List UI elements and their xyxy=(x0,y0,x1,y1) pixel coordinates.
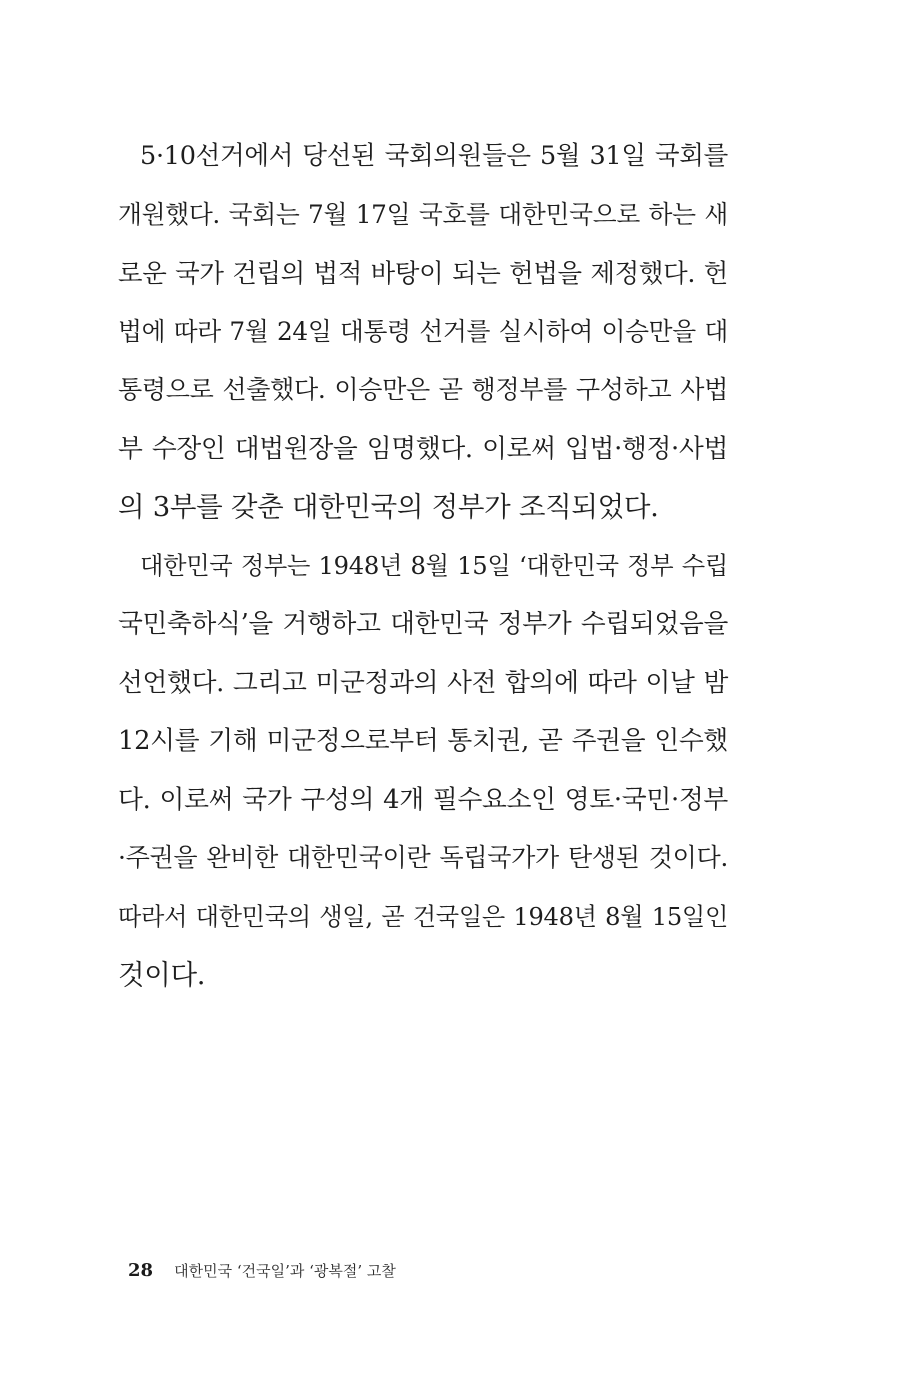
text-line: 대한민국 정부는 1948년 8월 15일 ‘대한민국 정부 수립 xyxy=(140,551,728,580)
text-line: 통령으로 선출했다. 이승만은 곧 행정부를 구성하고 사법 xyxy=(118,375,728,404)
text-line: 선언했다. 그리고 미군정과의 사전 합의에 따라 이날 밤 xyxy=(118,667,728,698)
text-line: 것이다. xyxy=(118,959,206,991)
paragraph-1 xyxy=(118,127,728,537)
text-line: 법에 따라 7월 24일 대통령 선거를 실시하여 이승만을 대 xyxy=(118,316,728,346)
text-line: ·주권을 완비한 대한민국이란 독립국가가 탄생된 것이다. xyxy=(118,843,728,872)
text-line: 국민축하식’을 거행하고 대한민국 정부가 수립되었음을 xyxy=(118,609,728,639)
body-text xyxy=(118,127,728,1005)
running-title: 대한민국 ‘건국일’과 ‘광복절’ 고찰 xyxy=(174,1262,396,1280)
page-footer xyxy=(128,1256,396,1286)
text-line: 다. 이로써 국가 구성의 4개 필수요소인 영토·국민·정부 xyxy=(118,784,728,815)
paragraph-2 xyxy=(118,537,728,1005)
text-line: 의 3부를 갖춘 대한민국의 정부가 조직되었다. xyxy=(118,491,659,523)
page-number: 28 xyxy=(128,1260,154,1281)
text-line: 부 수장인 대법원장을 임명했다. 이로써 입법·행정·사법 xyxy=(118,433,728,464)
text-line: 개원했다. 국회는 7월 17일 국호를 대한민국으로 하는 새 xyxy=(118,199,728,229)
text-line: 5·10선거에서 당선된 국회의원들은 5월 31일 국회를 xyxy=(140,141,728,171)
text-line: 따라서 대한민국의 생일, 곧 건국일은 1948년 8월 15일인 xyxy=(118,902,728,931)
text-line: 로운 국가 건립의 법적 바탕이 되는 헌법을 제정했다. 헌 xyxy=(118,258,728,288)
text-line: 12시를 기해 미군정으로부터 통치권, 곧 주권을 인수했 xyxy=(118,726,728,756)
